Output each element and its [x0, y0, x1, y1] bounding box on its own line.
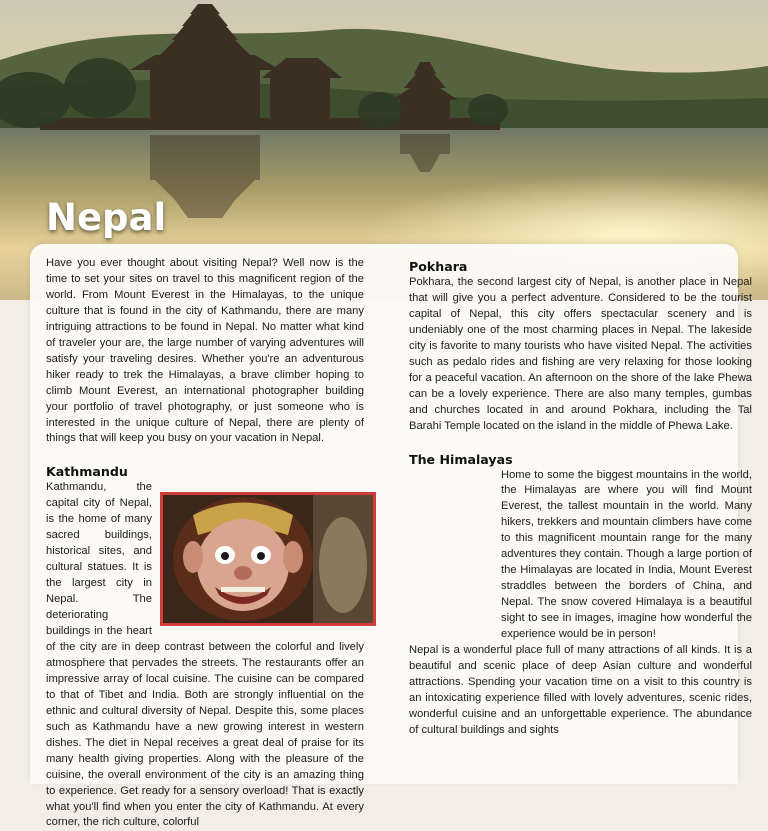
right-column — [409, 258, 752, 739]
left-column — [46, 256, 364, 831]
tribal-mask-photo — [160, 492, 376, 626]
pokhara-heading: Pokhara — [409, 259, 468, 274]
himalayas-heading: The Himalayas — [409, 451, 513, 467]
kathmandu-heading: Kathmandu — [46, 464, 128, 480]
pokhara-paragraph: Pokhara, the second largest city of Nepal, is another place in Nepal that will give you a perfect adventure. Considered to be the tourist capital of Nepal, this city offers spectacular scenery and is undeniably one of the most charming places in Nepal. The lakeside city is favorite to many tourists who have visited Nepal. The activities such as pedalo rides and fishing are very relaxing for those looking for a peaceful vacation. An afternoon on the shore of the lake Phewa can be a lovely experience. There are also many temples, gumbas and churches located in and around Pokhara, including the Tal Barahi Temple located on the island in the middle of Phewa Lake. — [409, 276, 752, 432]
closing-paragraph: Nepal is a wonderful place full of many attractions of all kinds. It is a beautiful and scenic place of deep Asian culture and wonderful attractions. Spending your vacation time on a visit to this country is an intoxicating experience filled with lovely adventures, scenic rides, wonderful cuisine and an unforgettable experience. The abundance of cultural buildings and sights — [409, 644, 752, 736]
page-title: Nepal — [46, 196, 167, 239]
intro-paragraph: Have you ever thought about visiting Nepal? Well now is the time to set your sites on travel to this magnificent region of the world. From Mount Everest in the Himalayas, to the unique culture that is found in the city of Kathmandu, there are many intriguing attractions to be found in Nepal. No matter what kind of traveler your are, the large number of varying adventures will satisfy your traveling desires. Whether you're an adventurous hiker ready to trek the Himalayas, a brave climber hoping to climb Mount Everest, an international photographer building your portfolio of travel photography, or just someone who is interested in the unique culture of Nepal, there are plenty of things that will keep you busy on your vacation in Nepal. — [46, 257, 364, 445]
himalayas-paragraph: Home to some the biggest mountains in the world, the Himalayas are where you will find Mount Everest, the tallest mountain in the world. Many hikers, trekkers and mountain climbers have come to this magnificent mountain range for the many adventures they contain. Though a large portion of the Himalayas are located in India, Mount Everest straddles between the borders of China, and Nepal. The snow covered Himalaya is a beautiful sight to see in images, imagine how wonderful the experience would be in person! — [501, 468, 752, 641]
himalayas-image-space — [409, 468, 497, 636]
kathmandu-paragraph: Kathmandu, the capital city of Nepal, is the home of many sacred buildings, historical sites, and cultural statues. It is the largest city in Nepal. The deteriorating buildings in the heart of the city are in deep contrast between the colorful and lively atmosphere that pervades the streets. The restaurants offer an impressive array of local cuisine. The cuisine can be compared to that of Tibet and India. Both are strongly influential on the ethnic and cultural diversity of Nepal. Despite this, some places such as Kathmandu have a new growing interest in western dishes. The diet in Nepal receives a great deal of praise for its many health giving properties. Along with the pleasure of the cuisine, the overall environment of the city is an amazing thing to experience. Get ready for a sensory overload! That is exactly what you'll find when you enter the city of Kathmandu. At every corner, the rich culture, colorful — [46, 481, 364, 829]
